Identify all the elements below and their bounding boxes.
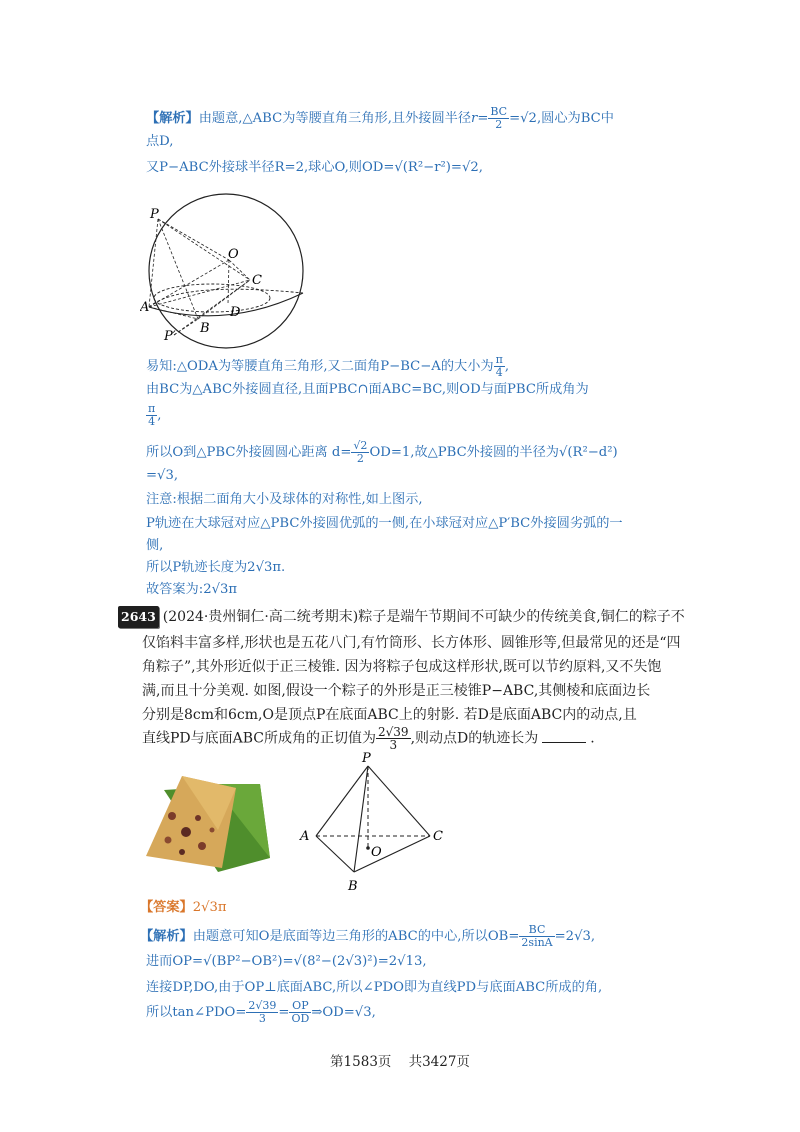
answer-blank: [542, 728, 586, 743]
label-P-prime: P′: [164, 329, 176, 344]
fraction: $\frac{OP}{OD}$: [291, 999, 310, 1025]
solution1-line13: 故答案为:2√3π: [146, 582, 238, 597]
label-A: A: [140, 300, 150, 315]
label-C: C: [252, 273, 262, 288]
solution1-line4: 易知:△ODA为等腰直角三角形,又二面角P−BC−A的大小为 $\frac{\pi}{4}$ ,: [146, 353, 510, 379]
label-P: P: [150, 207, 159, 222]
problem-line4: 满,而且十分美观. 如图,假设一个粽子的外形是正三棱锥P−ABC,其侧棱和底面边长: [142, 683, 651, 699]
label-B: B: [200, 321, 210, 336]
solution1-line12: 所以P轨迹长度为2√3π.: [146, 560, 286, 575]
label-B: B: [348, 879, 358, 894]
page-number: 第1583页: [330, 1054, 392, 1070]
problem-number: 2643: [118, 606, 159, 628]
page-footer: [0, 1050, 800, 1070]
fraction: $\frac{BC}{2}$: [490, 105, 508, 131]
fraction: $\frac{2√39}{3}$: [378, 725, 409, 752]
solution1-line1: 【解析】由题意,△ABC为等腰直角三角形,且外接圆半径r= $\frac{BC}{2}$ =√2,圆心为BC中: [146, 105, 614, 131]
page-total: 共3427页: [408, 1054, 470, 1070]
solution1-line7: 所以O到△PBC外接圆圆心距离 d= $\frac{√2}{2}$ OD=1,故△PBC外接圆的半径为√(R²−d²): [146, 439, 618, 465]
sphere-figure: [140, 180, 320, 350]
fraction: $\frac{√2}{2}$: [353, 439, 368, 465]
label-A: A: [300, 829, 310, 844]
problem-line6: 直线PD与底面ABC所成角的正切值为 $\frac{2√39}{3}$ ,则动点D的轨迹长为 .: [142, 725, 595, 752]
solution1-line6: $\frac{\pi}{4}$ ,: [148, 402, 162, 428]
fraction: $\frac{BC}{2\sin A}$: [521, 923, 553, 949]
solution1-line3: 又P−ABC外接球半径R=2,球心O,则OD=√(R²−r²)=√2,: [146, 160, 483, 175]
label-P: P: [362, 752, 371, 766]
solution1-line10: P轨迹在大球冠对应△PBC外接圆优弧的一侧,在小球冠对应△P′BC外接圆劣弧的一: [146, 516, 623, 531]
problem-line2: 仅馅料丰富多样,形状也是五花八门,有竹筒形、长方体形、圆锥形等,但最常见的还是“四: [142, 635, 681, 651]
solution1-line2: 点D,: [146, 134, 174, 149]
fraction: $\frac{\pi}{4}$: [148, 402, 156, 428]
problem-line3: 角粽子”,其外形近似于正三棱锥. 因为将粽子包成这样形状,既可以节约原料,又不失饱: [142, 659, 662, 675]
pyramid-figure: [296, 752, 456, 898]
fraction: $\frac{2√39}{3}$: [248, 999, 277, 1025]
label-C: C: [433, 829, 443, 844]
solution2-line2: 进而OP=√(BP²−OB²)=√(8²−(2√3)²)=2√13,: [146, 954, 427, 969]
answer-line: [140, 898, 227, 918]
solution2-line3: 连接DP,DO,由于OP⊥底面ABC,所以∠PDO即为直线PD与底面ABC所成的角,: [146, 980, 603, 995]
solution2-line1: 【解析】由题意可知O是底面等边三角形的ABC的中心,所以OB= $\frac{BC}{2\sin A}$ =2√3,: [140, 923, 596, 949]
solution1-line11: 侧,: [146, 538, 164, 553]
fraction: $\frac{\pi}{4}$: [495, 353, 503, 379]
answer-tag: 【答案】: [140, 900, 193, 915]
answer-value: 2√3π: [192, 900, 227, 915]
problem-line1: 2643 (2024·贵州铜仁·高二统考期末)粽子是端午节期间不可缺少的传统美食,铜仁的粽子不: [118, 606, 685, 628]
solution1-line9: 注意:根据二面角大小及球体的对称性,如上图示,: [146, 492, 423, 507]
analysis-tag: 【解析】: [146, 111, 199, 126]
label-O: O: [371, 845, 382, 860]
problem-line5: 分别是8cm和6cm,O是顶点P在底面ABC上的射影. 若D是底面ABC内的动点,且: [142, 707, 637, 723]
solution1-line5: 由BC为△ABC外接圆直径,且面PBC∩面ABC=BC,则OD与面PBC所成角为: [146, 382, 589, 397]
analysis-tag: 【解析】: [140, 929, 193, 944]
solution1-line8: =√3,: [146, 468, 179, 483]
label-D: D: [230, 305, 241, 320]
label-O: O: [228, 247, 239, 262]
solution2-line4: 所以tan∠PDO= $\frac{2√39}{3}$ = $\frac{OP}{OD}$ ⇒OD=√3,: [146, 999, 376, 1025]
zongzi-illustration: [142, 770, 272, 880]
